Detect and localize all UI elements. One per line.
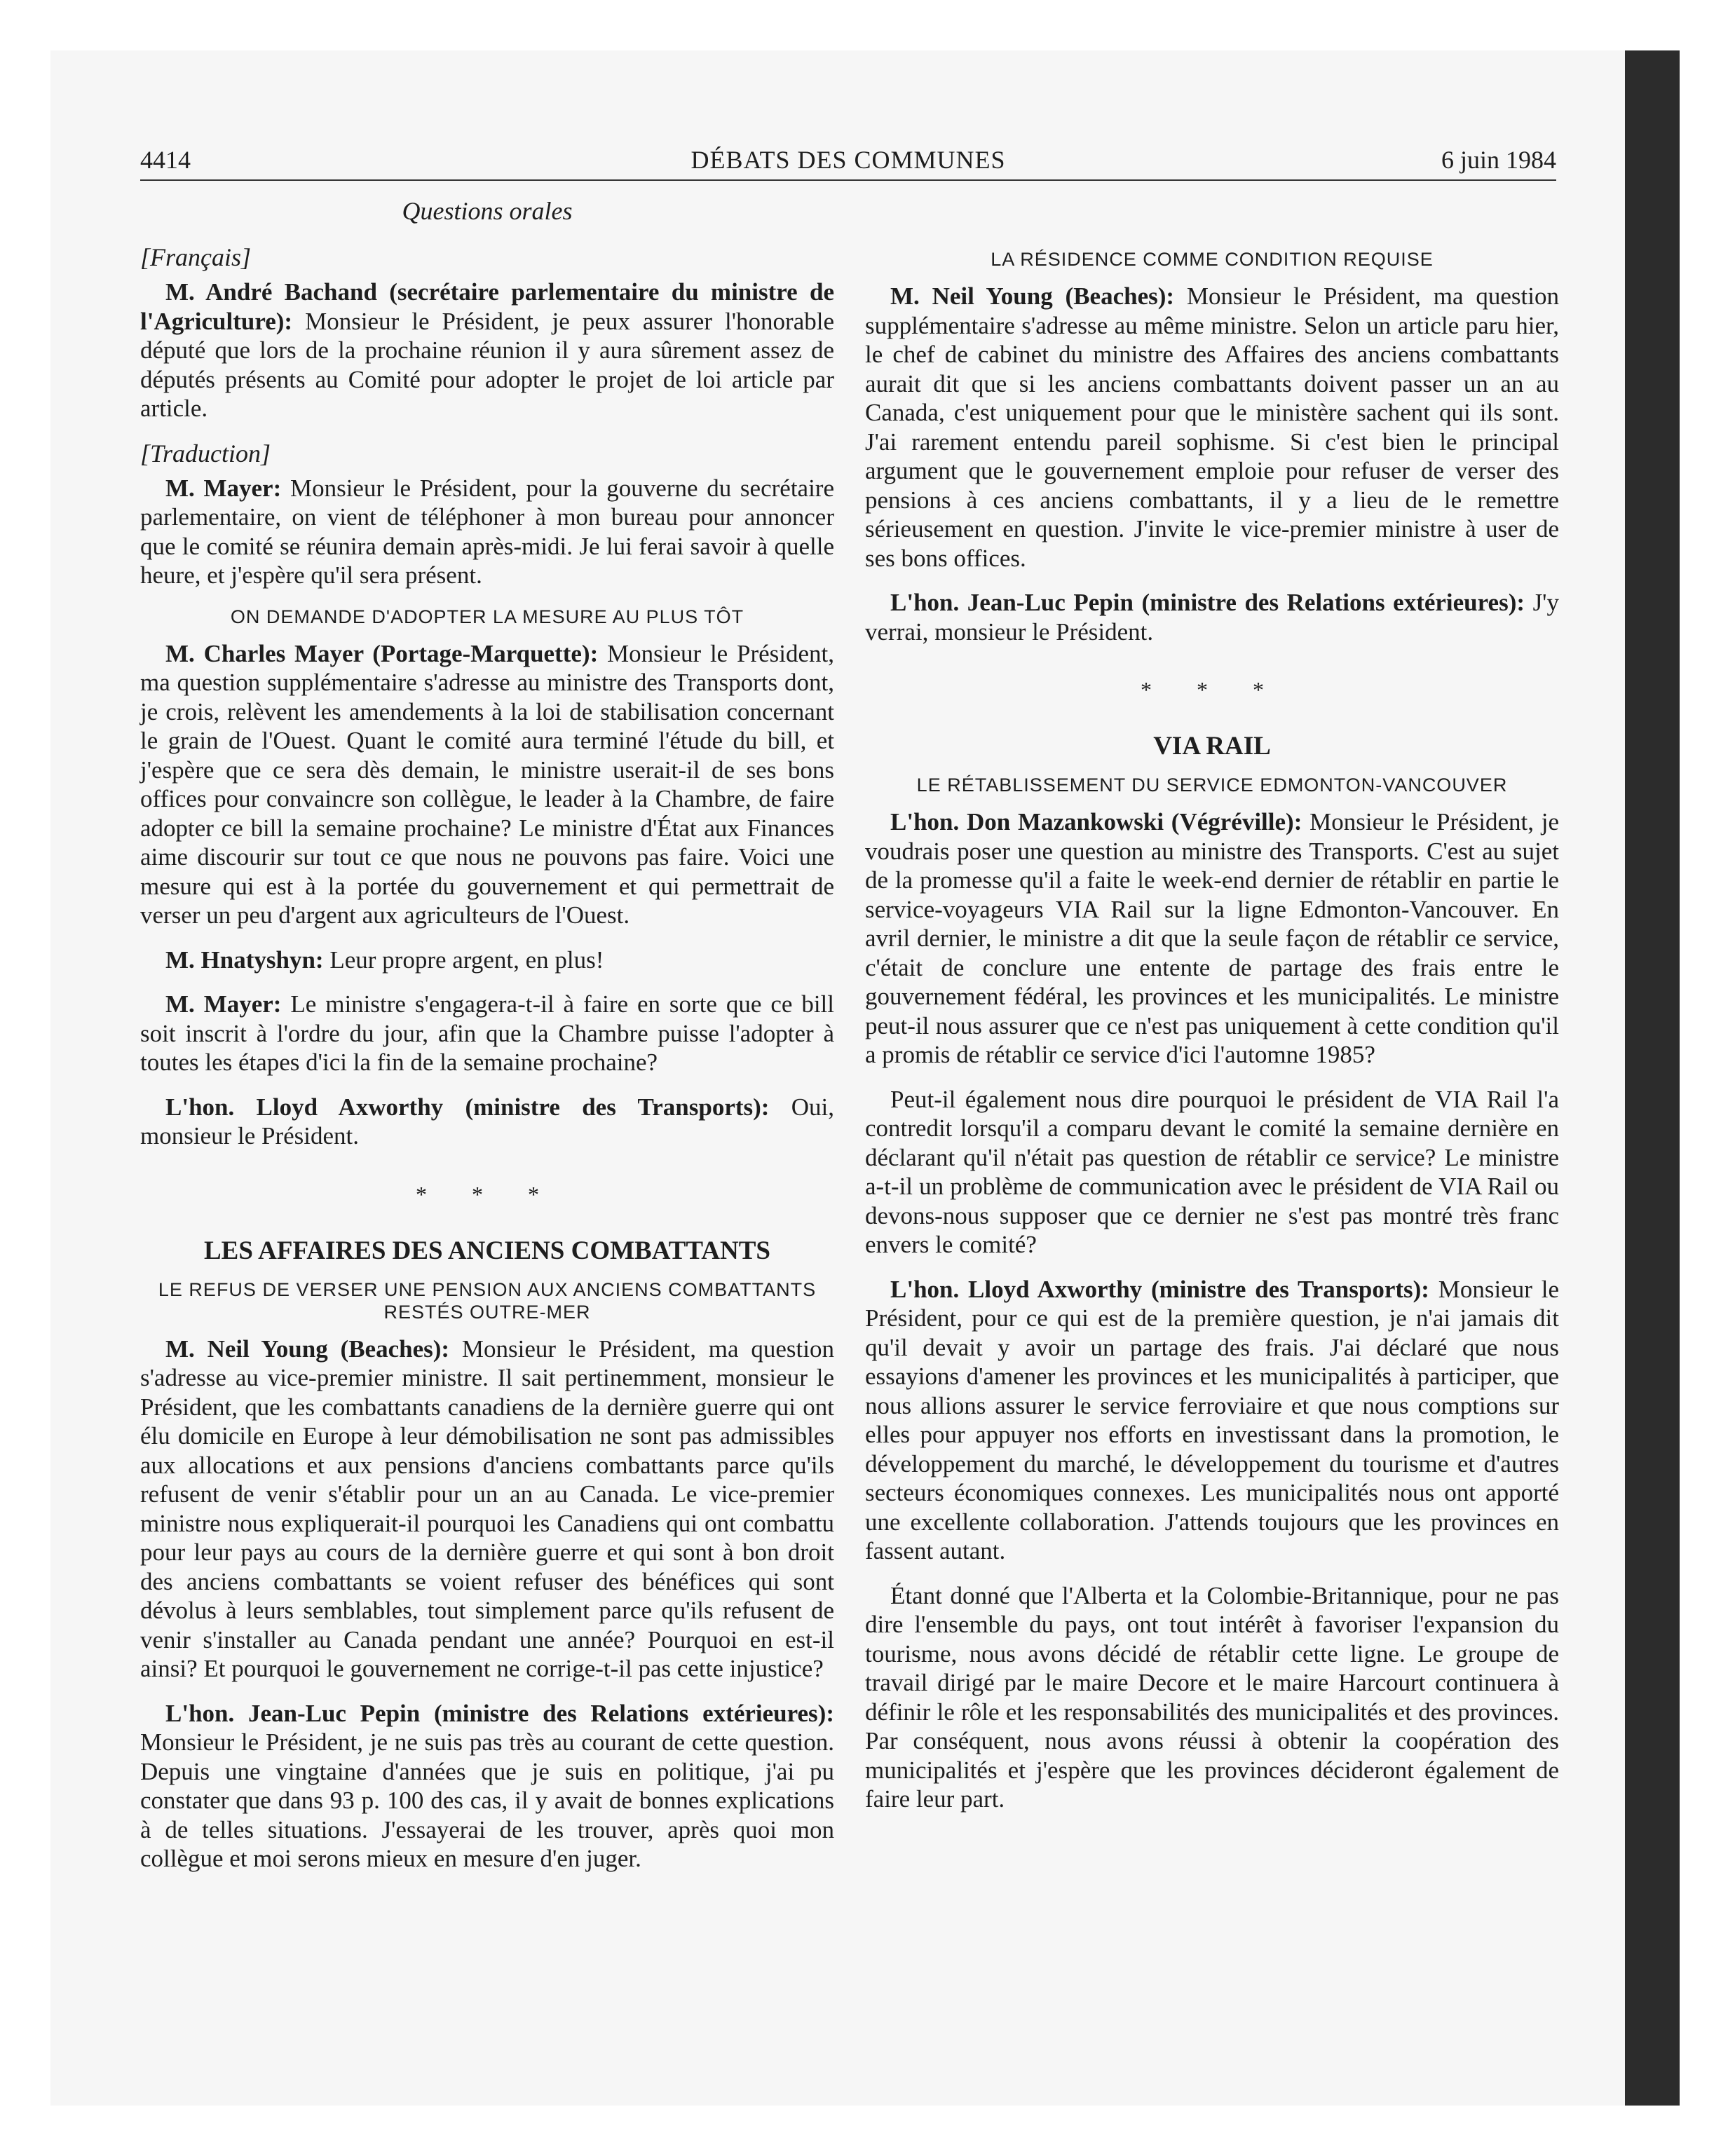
scan-edge xyxy=(1625,50,1680,2106)
right-column xyxy=(865,236,1559,1829)
paragraph xyxy=(140,474,834,590)
section-label: Questions orales xyxy=(402,197,573,225)
speech: Leur propre argent, en plus! xyxy=(323,946,604,974)
paragraph xyxy=(140,946,834,975)
speaker: M. Hnatyshyn: xyxy=(165,946,324,974)
speaker: M. Mayer: xyxy=(165,990,282,1018)
speaker: M. Charles Mayer (Portage-Marquette): xyxy=(165,639,599,667)
paragraph xyxy=(865,282,1559,573)
speaker: L'hon. Jean-Luc Pepin (ministre des Relations extérieures): xyxy=(890,589,1525,616)
speech: Le ministre s'engagera-t-il à faire en sorte que ce bill soit inscrit à l'ordre du jour, afin que la Chambre puisse l'adopter à toutes les étapes d'ici la fin de la semaine prochaine? xyxy=(140,990,834,1076)
subheading: LE RÉTABLISSEMENT DU SERVICE EDMONTON-VANCOUVER xyxy=(916,775,1508,796)
paragraph xyxy=(865,1275,1559,1566)
speech: J'y verrai, monsieur le Président. xyxy=(865,589,1559,646)
paragraph: Étant donné que l'Alberta et la Colombie-Britannique, pour ne pas dire l'ensemble du pays, ont tout intérêt à favoriser l'expansion du tourisme, nous avons décidé de rétablir cette ligne. Le groupe de travail dirigé par le maire Decore et le maire Harcourt continuera à définir le rôle et les responsabilités des municipalités et des provinces. Par conséquent, nous avons réussi à obtenir la coopération des municipalités et j'espère que les provinces décideront également de faire leur part. xyxy=(865,1581,1559,1813)
paragraph xyxy=(140,639,834,930)
paragraph xyxy=(865,807,1559,1070)
paragraph xyxy=(140,990,834,1077)
speaker: L'hon. Lloyd Axworthy (ministre des Transports): xyxy=(890,1275,1429,1303)
speech: Monsieur le Président, ma question supplémentaire s'adresse au ministre des Transports dont, je crois, relèvent les amendements à la loi de stabilisation concernant le grain de l'Ouest. Quant le comité aura terminé l'étude du bill, et j'espère que ce sera dès demain, le ministre userait-il de ses bons offices pour convaincre son collègue, le leader à la Chambre, de faire adopter ce bill la semaine prochaine? Le ministre d'État aux Finances aime discourir sur tout ce que nous ne pouvons pas faire. Voici une mesure qui est à la portée du gouvernement et qui permettrait de verser un peu d'argent aux agriculteurs de l'Ouest. xyxy=(140,639,834,929)
speech: Monsieur le Président, ma question s'adresse au vice-premier ministre. Il sait pertinemment, monsieur le Président, que les combattants canadiens de la dernière guerre qui ont élu domicile en Europe à leur démobilisation ne sont pas admissibles aux allocations et aux pensions d'anciens combattants parce qu'ils refusent de venir s'établir pour un an au Canada. Le vice-premier ministre nous expliquerait-il pourquoi les Canadiens qui ont combattu pour leur pays au cours de la dernière guerre et qui sont à bon droit des anciens combattants se voient refuser des bénéfices qui sont dévolus à leurs semblables, tout simplement parce qu'ils refusent de venir s'installer au Canada pendant une année? Pourquoi en est-il ainsi? Et pourquoi le gouvernement ne corrige-t-il pas cette injustice? xyxy=(140,1335,834,1682)
subheading: LA RÉSIDENCE COMME CONDITION REQUISE xyxy=(991,249,1434,270)
speech: Monsieur le Président, je peux assurer l'honorable député que lors de la prochaine réunion il y aura sûrement assez de députés présents au Comité pour adopter le projet de loi article par article. xyxy=(140,307,834,422)
section-heading: VIA RAIL xyxy=(1153,732,1271,760)
speaker: M. Neil Young (Beaches): xyxy=(165,1335,450,1363)
speaker: L'hon. Don Mazankowski (Végréville): xyxy=(890,808,1302,835)
paragraph: Peut-il également nous dire pourquoi le président de VIA Rail l'a contredit lorsqu'il a comparu devant le comité la semaine dernière en déclarant qu'il n'était pas question de rétablir ce service? Le ministre a-t-il un problème de communication avec le président de VIA Rail ou devons-nous supposer que ce dernier ne s'est pas montré très franc envers le comité? xyxy=(865,1085,1559,1258)
paragraph xyxy=(140,278,834,423)
language-marker: [Français] xyxy=(140,243,252,271)
paragraph xyxy=(140,1335,834,1684)
speaker: L'hon. Jean-Luc Pepin (ministre des Relations extérieures): xyxy=(165,1699,834,1727)
section-heading: LES AFFAIRES DES ANCIENS COMBATTANTS xyxy=(203,1236,771,1265)
speech: Monsieur le Président, je ne suis pas très au courant de cette question. Depuis une vingtaine d'années que je suis en politique, j'ai pu constater que dans 93 p. 100 des cas, il y avait de bonnes explications à de telles situations. J'essayerai de les trouver, après quoi mon collègue et moi serons mieux en mesure d'en juger. xyxy=(140,1728,834,1872)
speaker: M. André Bachand (secrétaire parlementaire du ministre de l'Agriculture): xyxy=(140,278,834,335)
speaker: L'hon. Lloyd Axworthy (ministre des Transports): xyxy=(165,1093,770,1121)
paragraph xyxy=(865,588,1559,646)
left-column xyxy=(140,196,834,1889)
page-number: 4414 xyxy=(140,146,191,174)
subheading: ON DEMANDE D'ADOPTER LA MESURE AU PLUS TÔT xyxy=(230,606,744,627)
publication-title: DÉBATS DES COMMUNES xyxy=(690,146,1006,174)
speech: Monsieur le Président, je voudrais poser une question au ministre des Transports. C'est au sujet de la promesse qu'il a faite le week-end dernier de rétablir en partie le service-voyageurs VIA Rail sur la ligne Edmonton-Vancouver. En avril dernier, le ministre a dit que la seule façon de rétablir ce service, c'était de conclure une entente de partage des frais entre le gouvernement fédéral, les provinces et les municipalités. Le ministre peut-il nous assurer que ce n'est pas uniquement à cette condition qu'il a promis de rétablir ce service d'ici l'automne 1985? xyxy=(865,808,1559,1068)
section-separator: * * * xyxy=(416,1181,559,1207)
speech: Monsieur le Président, pour ce qui est de la première question, je n'ai jamais dit qu'il devait y avoir un partage des frais. J'ai déclaré que nous essayions d'amener les provinces et les municipalités à participer, que nous allions assurer le service ferroviaire et que nous comptions sur elles pour appuyer nos efforts en investissant dans la promotion, le développement du marché, le développement du tourisme et d'autres secteurs économiques connexes. Les municipalités nous ont apporté une excellente collaboration. J'attends toujours que les provinces en fassent autant. xyxy=(865,1275,1559,1564)
language-marker: [Traduction] xyxy=(140,439,271,468)
speaker: M. Mayer: xyxy=(165,474,282,502)
speech: Monsieur le Président, ma question supplémentaire s'adresse au même ministre. Selon un article paru hier, le chef de cabinet du ministre des Affaires des anciens combattants aurait dit que si les anciens combattants doivent passer un an au Canada, c'est uniquement pour que le ministère sachent qui ils sont. J'ai rarement entendu pareil sophisme. Si c'est bien le principal argument que le gouvernement emploie pour refuser de verser des pensions à ces anciens combattants, il y a lieu de le remettre sérieusement en question. J'invite le vice-premier ministre à user de ses bons offices. xyxy=(865,282,1559,572)
speech: Monsieur le Président, pour la gouverne du secrétaire parlementaire, on vient de téléphoner à mon bureau pour annoncer que le comité se réunira demain après-midi. Je lui ferai savoir à quelle heure, et j'espère qu'il sera présent. xyxy=(140,474,834,589)
subheading: LE REFUS DE VERSER UNE PENSION AUX ANCIENS COMBATTANTS RESTÉS OUTRE-MER xyxy=(158,1278,817,1323)
page-date: 6 juin 1984 xyxy=(1441,146,1556,174)
section-separator: * * * xyxy=(1141,677,1284,702)
paragraph xyxy=(140,1093,834,1151)
speaker: M. Neil Young (Beaches): xyxy=(890,282,1175,310)
paragraph xyxy=(140,1699,834,1874)
page-header xyxy=(140,143,1556,181)
speech: Oui, monsieur le Président. xyxy=(140,1093,834,1149)
